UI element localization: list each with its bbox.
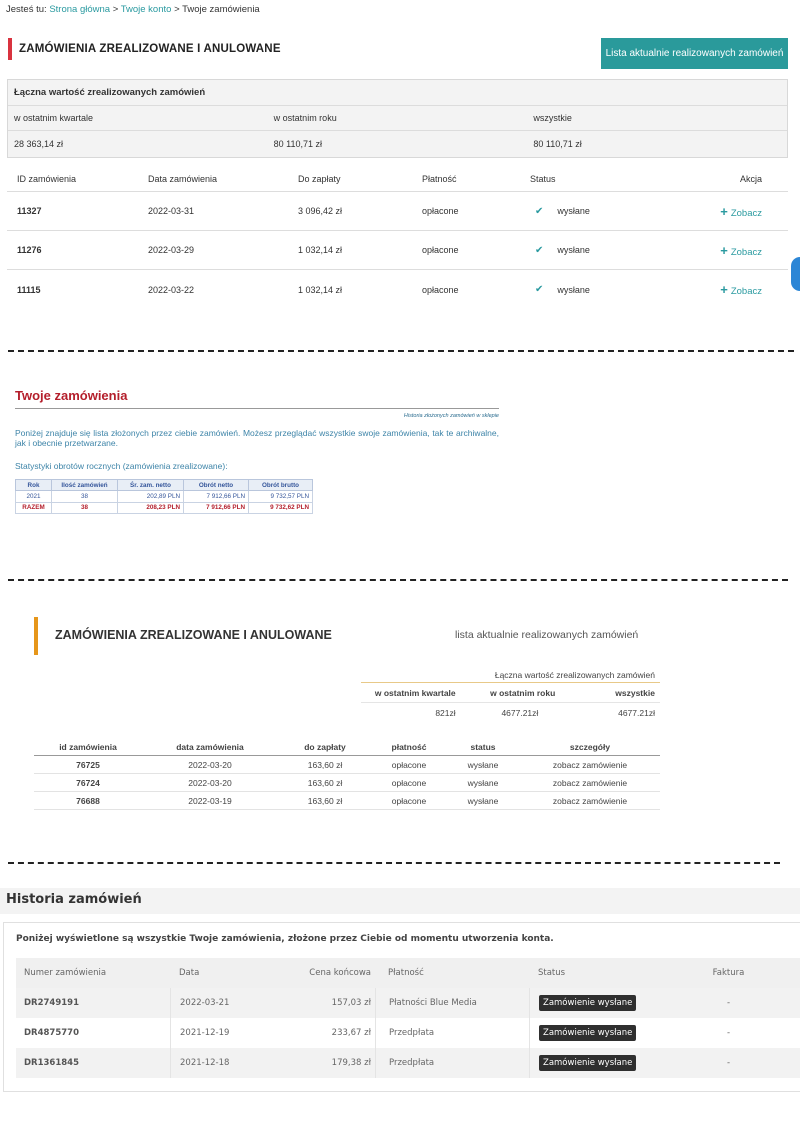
- order-status: [529, 1048, 701, 1078]
- order-status: [529, 1018, 701, 1048]
- table-header: [7, 166, 788, 192]
- table-header: [16, 958, 800, 988]
- yearly-stats-table: [15, 479, 313, 514]
- section-description: Poniżej wyświetlone są wszystkie Twoje zamówienia, złożone przez Ciebie od momentu utworzenia konta.: [16, 934, 554, 944]
- order-amount: 1 032,14 zł: [298, 284, 343, 295]
- table-header: [16, 480, 313, 491]
- order-amount: 1 032,14 zł: [298, 245, 343, 255]
- table-row: [7, 270, 788, 309]
- checkmark-icon: ✔: [535, 244, 544, 256]
- order-price: 233,67 zł: [331, 1028, 371, 1038]
- table-row: [7, 231, 788, 270]
- chat-bubble-icon[interactable]: [791, 257, 800, 291]
- section-description: Poniżej znajduje się lista złożonych przez ciebie zamówień. Możesz przeglądać wszystkie swoje zamówienia, tak te archiwalne, jak i obecnie przetwarzane.: [15, 428, 499, 448]
- order-number[interactable]: DR1361845: [24, 1058, 80, 1068]
- section-divider: [8, 579, 788, 581]
- order-id: 76725: [76, 759, 100, 770]
- view-order-label: Zobacz: [730, 286, 762, 297]
- order-date: 2022-03-19: [188, 795, 232, 806]
- column-header: Płatność: [422, 173, 457, 184]
- table-row: [16, 491, 313, 503]
- view-order-link[interactable]: [690, 282, 788, 297]
- order-payment: Przedpłata: [375, 1048, 529, 1078]
- order-payment: opłacone: [391, 759, 427, 770]
- order-id: 11276: [17, 245, 42, 255]
- summary-header: Łączna wartość zrealizowanych zamówień: [361, 667, 660, 683]
- summary-value-quarter: 821zł: [435, 708, 456, 718]
- order-date: 2022-03-20: [188, 777, 232, 788]
- order-status: [529, 988, 701, 1018]
- order-status-text: wysłane: [557, 206, 590, 216]
- stat-avg: 208,23 PLN: [118, 502, 184, 514]
- orders-summary: [361, 667, 660, 723]
- column-header: Obrót brutto: [249, 480, 313, 491]
- summary-label-quarter: w ostatnim kwartale: [374, 687, 456, 698]
- order-date: 2022-03-22: [148, 284, 195, 295]
- table-row: [34, 774, 660, 792]
- page-title: ZAMÓWIENIA ZREALIZOWANE I ANULOWANE: [19, 43, 281, 55]
- summary-header: Łączna wartość zrealizowanych zamówień: [14, 86, 206, 98]
- order-status: wysłane: [467, 795, 499, 806]
- column-header: id zamówienia: [59, 742, 117, 752]
- order-number[interactable]: DR4875770: [24, 1028, 80, 1038]
- order-date: 2022-03-20: [188, 759, 232, 770]
- order-id: 11327: [17, 206, 42, 216]
- order-status-text: wysłane: [557, 284, 590, 295]
- breadcrumb-prefix: Jesteś tu:: [6, 4, 47, 15]
- breadcrumb: [6, 4, 260, 15]
- stat-count: 38: [52, 491, 118, 503]
- current-orders-button[interactable]: Lista aktualnie realizowanych zamówień: [601, 38, 788, 69]
- checkmark-icon: ✔: [535, 205, 544, 217]
- column-header: Status: [538, 968, 566, 978]
- order-price: 179,38 zł: [331, 1058, 371, 1068]
- order-amount: 163,60 zł: [307, 795, 343, 806]
- section-divider: [8, 350, 794, 352]
- table-total-row: [16, 502, 313, 514]
- orders-section-1: [0, 0, 800, 340]
- column-header: Rok: [16, 480, 52, 491]
- summary-label-year: w ostatnim roku: [490, 687, 556, 698]
- history-note: Historia złożonych zamówień w sklepie: [403, 413, 499, 419]
- column-header: Śr. zam. netto: [118, 480, 184, 491]
- plus-icon: +: [720, 242, 728, 258]
- order-amount: 3 096,42 zł: [298, 206, 343, 216]
- summary-value-all: 80 110,71 zł: [533, 138, 582, 149]
- stat-avg: 202,89 PLN: [118, 491, 184, 503]
- column-header: Numer zamówienia: [24, 968, 107, 978]
- order-payment: opłacone: [422, 284, 459, 295]
- current-orders-link[interactable]: lista aktualnie realizowanych zamówień: [455, 629, 639, 641]
- view-order-link[interactable]: [690, 204, 788, 219]
- order-id: 76688: [76, 795, 100, 806]
- status-badge: Zamówienie wysłane: [539, 995, 636, 1011]
- column-header: płatność: [391, 742, 427, 752]
- section-title: Twoje zamówienia: [15, 388, 128, 403]
- stat-net: 7 912,66 PLN: [184, 502, 249, 514]
- summary-value-all: 4677.21zł: [618, 708, 655, 718]
- summary-label-all: wszystkie: [615, 687, 655, 698]
- title-accent-bar: [8, 38, 12, 60]
- title-accent-bar: [34, 617, 38, 655]
- column-header: ID zamówienia: [17, 173, 77, 184]
- status-badge: Zamówienie wysłane: [539, 1055, 636, 1071]
- table-row: [7, 192, 788, 231]
- stat-year: RAZEM: [16, 502, 52, 514]
- view-order-link[interactable]: [690, 243, 788, 258]
- column-header: Cena końcowa: [309, 968, 371, 978]
- order-invoice: -: [726, 1028, 731, 1038]
- column-header: Płatność: [388, 968, 424, 978]
- summary-label-year: w ostatnim roku: [273, 112, 337, 123]
- orders-table: [34, 739, 660, 810]
- summary-label-quarter: w ostatnim kwartale: [14, 112, 94, 123]
- order-payment: opłacone: [422, 206, 459, 216]
- column-header: status: [470, 742, 496, 752]
- order-status: wysłane: [467, 759, 499, 770]
- column-header: Status: [530, 173, 556, 184]
- orders-table: [7, 166, 788, 309]
- order-status-text: wysłane: [557, 245, 590, 255]
- order-status: [530, 245, 690, 256]
- order-payment: Płatności Blue Media: [375, 988, 529, 1018]
- stat-count: 38: [52, 502, 118, 514]
- order-amount: 163,60 zł: [307, 777, 343, 788]
- summary-value-year: 80 110,71 zł: [273, 138, 323, 149]
- order-number[interactable]: DR2749191: [24, 998, 80, 1008]
- breadcrumb-account-link[interactable]: Twoje konto: [120, 4, 172, 15]
- stat-gross: 9 732,57 PLN: [249, 491, 313, 503]
- column-header: do zapłaty: [304, 742, 346, 752]
- orders-table: [16, 958, 800, 1078]
- order-payment: opłacone: [391, 777, 427, 788]
- column-header: data zamówienia: [176, 742, 244, 752]
- order-date: 2021-12-18: [170, 1048, 260, 1078]
- section-title: ZAMÓWIENIA ZREALIZOWANE I ANULOWANE: [55, 628, 332, 642]
- stat-net: 7 912,66 PLN: [184, 491, 249, 503]
- order-price: 157,03 zł: [331, 998, 371, 1008]
- title-underline: [15, 408, 499, 409]
- order-status: [530, 284, 690, 295]
- summary-value-year: 4677.21zł: [501, 708, 539, 718]
- column-header: Akcja: [739, 173, 762, 184]
- order-id: 11115: [17, 284, 41, 295]
- table-row: [34, 792, 660, 810]
- section-title: Historia zamówień: [6, 892, 142, 907]
- order-date: 2022-03-21: [170, 988, 260, 1018]
- breadcrumb-home-link[interactable]: Strona główna: [49, 4, 111, 15]
- stats-label: Statystyki obrotów rocznych (zamówienia zrealizowane):: [15, 461, 228, 471]
- order-date: 2021-12-19: [170, 1018, 260, 1048]
- column-header: Faktura: [712, 968, 745, 978]
- order-invoice: -: [726, 1058, 731, 1068]
- column-header: Data zamówienia: [148, 173, 218, 184]
- orders-summary: [7, 79, 788, 158]
- table-row: [16, 1018, 800, 1048]
- order-id: 76724: [76, 777, 100, 788]
- view-order-link[interactable]: zobacz zamówienie: [552, 777, 628, 788]
- view-order-link[interactable]: zobacz zamówienie: [552, 759, 628, 770]
- table-row: [16, 1048, 800, 1078]
- order-invoice: -: [726, 998, 731, 1008]
- column-header: Do zapłaty: [298, 173, 341, 184]
- table-row: [34, 756, 660, 774]
- order-payment: Przedpłata: [375, 1018, 529, 1048]
- column-header: Obrót netto: [184, 480, 249, 491]
- column-header: Ilość zamówień: [52, 480, 118, 491]
- summary-label-all: wszystkie: [533, 112, 572, 123]
- column-header: szczegóły: [569, 742, 611, 752]
- order-amount: 163,60 zł: [307, 759, 343, 770]
- order-date: 2022-03-31: [148, 206, 195, 216]
- breadcrumb-separator: >: [174, 4, 180, 15]
- view-order-label: Zobacz: [730, 207, 762, 219]
- order-payment: opłacone: [391, 795, 427, 806]
- table-row: [16, 988, 800, 1018]
- column-header: Data: [179, 968, 200, 978]
- order-date: 2022-03-29: [148, 245, 195, 255]
- status-badge: Zamówienie wysłane: [539, 1025, 636, 1041]
- stat-gross: 9 732,62 PLN: [249, 502, 313, 514]
- stat-year: 2021: [16, 491, 52, 503]
- table-header: [34, 739, 660, 756]
- plus-icon: +: [720, 282, 728, 297]
- checkmark-icon: ✔: [535, 284, 544, 295]
- breadcrumb-separator: >: [112, 4, 119, 15]
- summary-value-quarter: 28 363,14 zł: [14, 138, 64, 149]
- order-status: [530, 206, 690, 217]
- view-order-label: Zobacz: [730, 246, 762, 258]
- order-payment: opłacone: [422, 245, 459, 255]
- order-status: wysłane: [467, 777, 499, 788]
- view-order-link[interactable]: zobacz zamówienie: [552, 795, 628, 806]
- plus-icon: +: [720, 203, 728, 219]
- section-divider: [8, 862, 780, 864]
- breadcrumb-current: Twoje zamówienia: [182, 4, 260, 15]
